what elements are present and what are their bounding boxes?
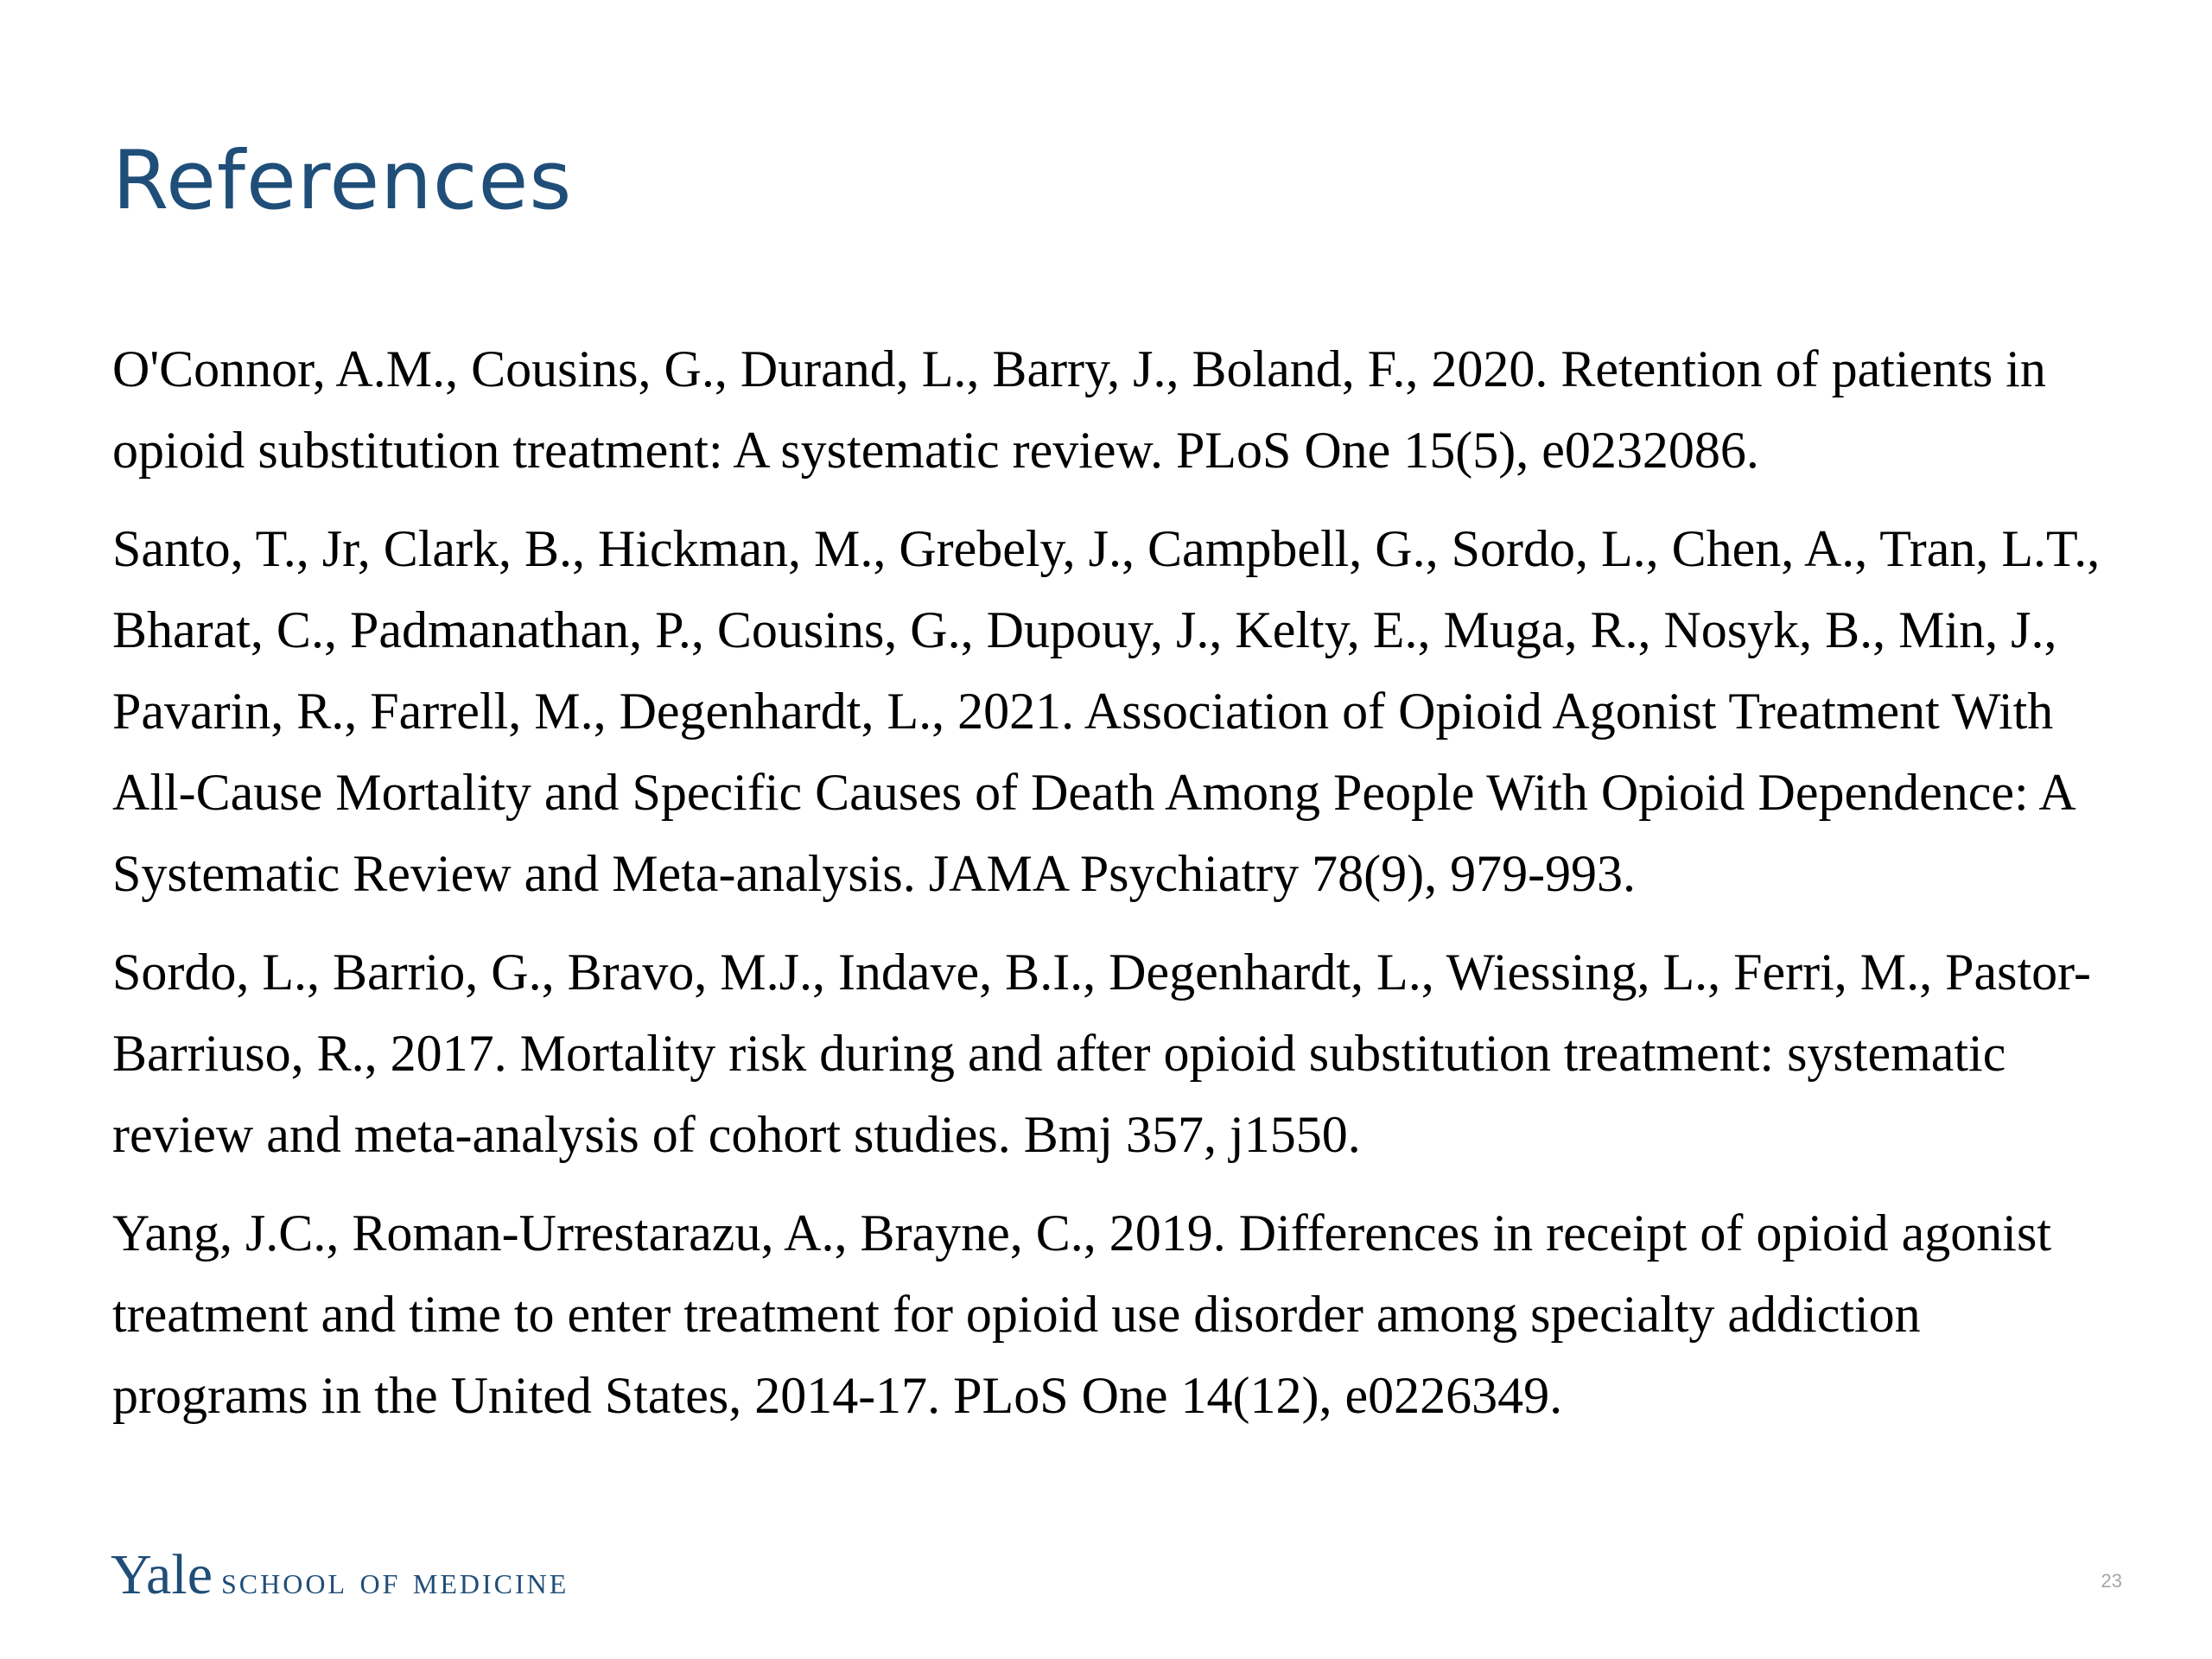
slide-title: References: [112, 134, 573, 228]
reference-item: O'Connor, A.M., Cousins, G., Durand, L., Barry, J., Boland, F., 2020. Retention of patients in opioid substitution treatment: A systematic review. PLoS One 15(5), e0232086.: [112, 340, 2046, 479]
reference-item: Yang, J.C., Roman-Urrestarazu, A., Brayne, C., 2019. Differences in receipt of opioid agonist treatment and time to enter treatment for opioid use disorder among specialty addiction programs in the United States, 2014-17. PLoS One 14(12), e0226349.: [112, 1205, 2051, 1424]
reference-list: [112, 328, 2126, 1453]
logo-yale-text: Yale: [111, 1543, 213, 1606]
reference-item: Sordo, L., Barrio, G., Bravo, M.J., Indave, B.I., Degenhardt, L., Wiessing, L., Ferri, M., Pastor-Barriuso, R., 2017. Mortality risk during and after opioid substitution treatment: systematic review and meta-analysis of cohort studies. Bmj 357, j1550.: [112, 944, 2091, 1163]
logo-school-text: school of medicine: [220, 1558, 569, 1602]
yale-school-of-medicine-logo: [111, 1543, 569, 1609]
page-number: 23: [2101, 1570, 2122, 1592]
reference-item: Santo, T., Jr, Clark, B., Hickman, M., Grebely, J., Campbell, G., Sordo, L., Chen, A., Tran, L.T., Bharat, C., Padmanathan, P., Cousins, G., Dupouy, J., Kelty, E., Muga, R., Nosyk, B., Min, J., Pavarin, R., Farrell, M., Degenhardt, L., 2021. Association of Opioid Agonist Treatment With All-Cause Mortality and Specific Causes of Death Among People With Opioid Dependence: A Systematic Review and Meta-analysis. JAMA Psychiatry 78(9), 979-993.: [112, 520, 2101, 902]
